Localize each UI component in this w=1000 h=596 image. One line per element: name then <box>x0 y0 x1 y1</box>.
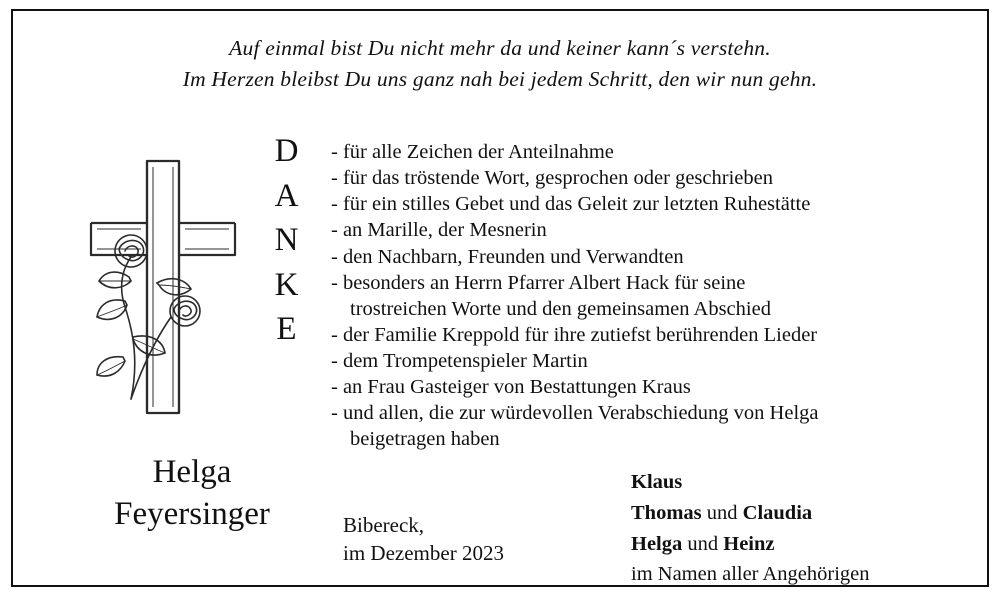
list-item: - der Familie Kreppold für ihre zutiefst berührenden Lieder <box>331 323 818 346</box>
danke-letter-0: D <box>274 133 300 169</box>
cross-with-roses-icon <box>73 151 253 421</box>
verse-block <box>13 33 987 94</box>
family-line-2: Thomas und Claudia <box>631 501 813 524</box>
list-item: - dem Trompetenspieler Martin <box>331 350 588 372</box>
family-signature <box>631 467 870 590</box>
verse-line-2: Im Herzen bleibst Du uns ganz nah bei jedem Schritt, den wir nun gehn. <box>182 66 818 91</box>
thanks-list <box>331 139 971 453</box>
list-item-continuation: trostreichen Worte und den gemeinsamen Abschied <box>350 297 771 320</box>
danke-letter-4: E <box>276 311 298 347</box>
family-line-3: Helga und Heinz <box>631 532 775 555</box>
danke-vertical-word <box>257 135 317 358</box>
verse-line-1: Auf einmal bist Du nicht mehr da und keiner kann´s verstehn. <box>229 36 771 60</box>
list-item-continuation: beigetragen haben <box>350 428 500 451</box>
list-item: - den Nachbarn, Freunden und Verwandten <box>331 245 684 268</box>
danke-letter-2: N <box>274 222 300 258</box>
place-date: im Dezember 2023 <box>343 541 504 566</box>
list-item: - für ein stilles Gebet und das Geleit zur letzten Ruhestätte <box>331 193 811 216</box>
obituary-frame <box>11 9 989 587</box>
deceased-last-name: Feyersinger <box>114 496 270 533</box>
danke-letter-1: A <box>274 177 300 214</box>
list-item: - für alle Zeichen der Anteilnahme <box>331 141 614 163</box>
deceased-name <box>47 451 337 535</box>
list-item: - an Frau Gasteiger von Bestattungen Kraus <box>331 376 691 399</box>
list-item: - für das tröstende Wort, gesprochen oder geschrieben <box>331 167 773 190</box>
deceased-first-name: Helga <box>152 454 232 490</box>
list-item: - besonders an Herrn Pfarrer Albert Hack für seine <box>331 271 746 294</box>
list-item: - und allen, die zur würdevollen Verabschiedung von Helga <box>331 402 819 425</box>
list-item: - an Marille, der Mesnerin <box>331 219 547 242</box>
family-line-4: im Namen aller Angehörigen <box>631 563 870 586</box>
danke-letter-3: K <box>274 266 300 303</box>
family-line-1: Klaus <box>631 471 683 493</box>
place-and-date <box>343 511 504 568</box>
place-town: Bibereck, <box>343 513 425 537</box>
